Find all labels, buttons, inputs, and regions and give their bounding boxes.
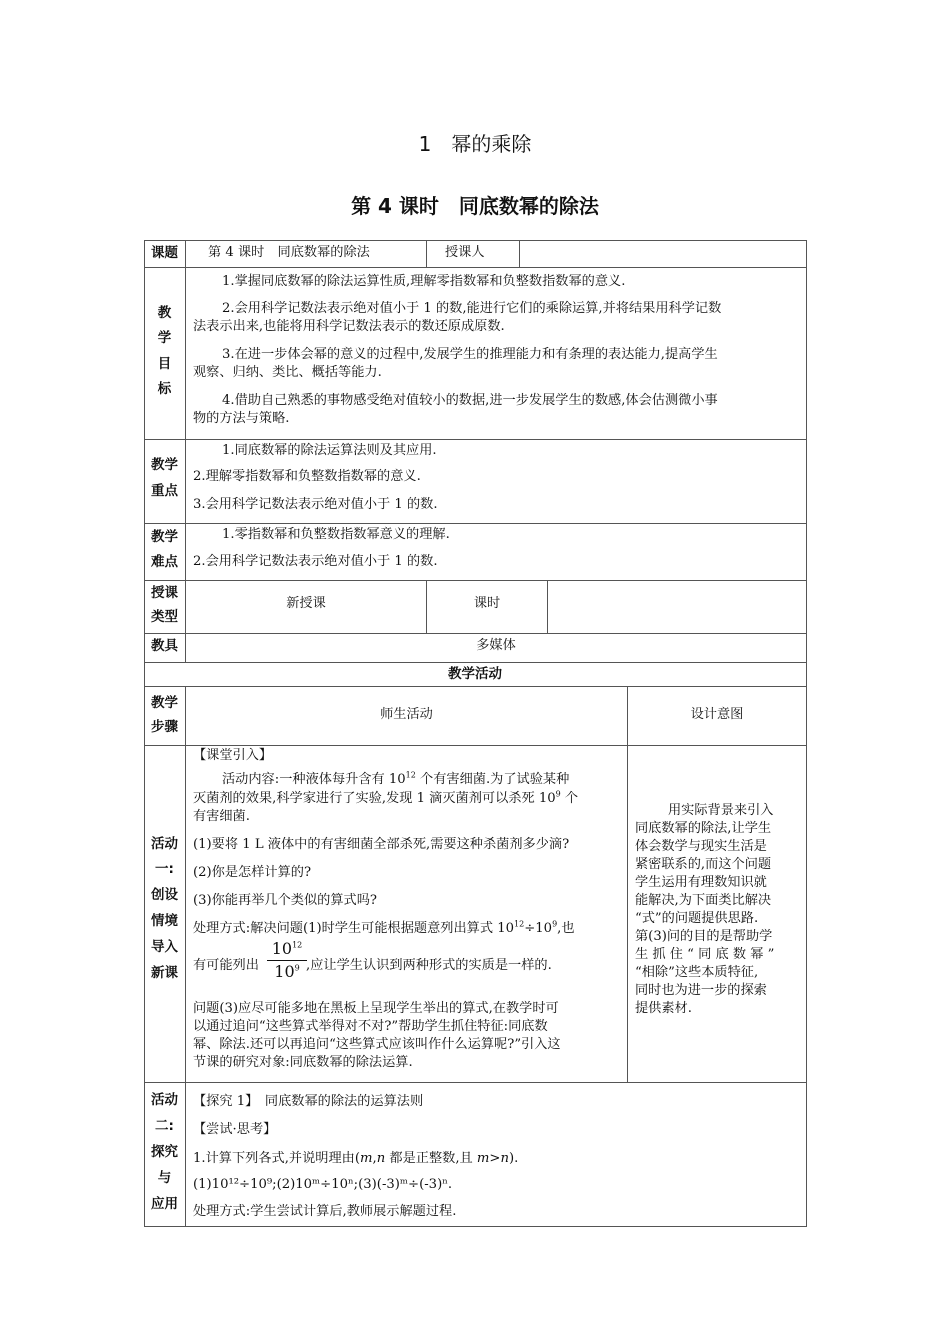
method-line-2-lead: 有可能列出	[193, 958, 259, 973]
goals-label-char: 教	[157, 305, 172, 321]
steps-label: 步骤	[151, 719, 178, 735]
period-label: 课时	[473, 596, 501, 611]
activity1-label-line: 创设	[151, 887, 178, 903]
key-label: 重点	[151, 483, 178, 499]
difficult-item: 2.会用科学记数法表示绝对值小于 1 的数.	[193, 554, 438, 569]
activity1-label-line: 导入	[151, 939, 178, 955]
q3-note-line: 问题(3)应尽可能多地在黑板上呈现学生举出的算式,在教学时可	[193, 1001, 559, 1016]
activity2-label-line: 应用	[151, 1196, 178, 1212]
topic-label: 课题	[151, 245, 178, 261]
activity1-label-line: 一:	[155, 861, 174, 877]
explore-expressions: (1)10¹²÷10⁹;(2)10ᵐ÷10ⁿ;(3)(-3)ᵐ÷(-3)ⁿ.	[193, 1177, 453, 1192]
activity2-label-line: 探究	[151, 1144, 178, 1160]
activity1-label-line: 情境	[151, 913, 178, 929]
explore-heading: 【探究 1】 同底数幂的除法的运算法则	[193, 1094, 424, 1109]
method-line: 处理方式:解决问题(1)时学生可能根据题意列出算式 $10^{12}\div 10^9$,也	[193, 919, 575, 936]
activity2-label-line: 与	[157, 1170, 172, 1186]
teacher-label: 授课人	[445, 245, 485, 260]
goal-item: 法表示出来,也能将用科学记数法表示的数还原成原数.	[193, 319, 505, 334]
lesson-title: 第 4 课时 同底数幂的除法	[351, 194, 599, 218]
goal-item: 4.借助自己熟悉的事物感受绝对值较小的数据,进一步发展学生的数感,体会估测微小事	[222, 393, 718, 408]
difficult-label: 难点	[151, 554, 178, 570]
fraction-expression: $10^{12}$ $10^9$	[267, 939, 307, 982]
explore-subheading: 【尝试·思考】	[193, 1122, 277, 1137]
tools-label: 教具	[151, 638, 178, 654]
steps-col-activity: 师生活动	[380, 707, 433, 722]
q3-note-line: 以通过追问“这些算式举得对不对?”帮助学生抓住特征:同底数	[193, 1019, 548, 1034]
type-label: 授课	[151, 585, 178, 601]
goals-label-char: 标	[157, 381, 172, 397]
design-intent-line: 用实际背景来引入	[668, 803, 774, 818]
design-intent-line: 紧密联系的,而这个问题	[635, 857, 772, 872]
goals-label-char: 学	[157, 330, 172, 346]
key-item: 2.理解零指数幂和负整数指数幂的意义.	[193, 469, 421, 484]
goals-label-char: 目	[157, 356, 172, 372]
goal-item: 3.在进一步体会幂的意义的过程中,发展学生的推理能力和有条理的表达能力,提高学生	[222, 347, 718, 362]
key-item: 3.会用科学记数法表示绝对值小于 1 的数.	[193, 497, 438, 512]
goal-item: 观察、归纳、类比、概括等能力.	[193, 365, 382, 380]
intro-heading: 【课堂引入】	[193, 748, 273, 763]
explore-item-1: 1.计算下列各式,并说明理由(m,n 都是正整数,且 m>n).	[193, 1151, 519, 1166]
activity2-label-line: 活动	[151, 1092, 178, 1108]
key-item: 1.同底数幂的除法运算法则及其应用.	[222, 443, 437, 458]
tools-value: 多媒体	[476, 638, 516, 653]
q3-note-line: 幂、除法.还可以再追问“这些算式应该叫作什么运算呢?”引入这	[193, 1037, 561, 1052]
intro-content-line: 有害细菌.	[193, 809, 250, 824]
topic-value: 第 4 课时 同底数幂的除法	[208, 245, 370, 260]
activity1-label-line: 新课	[151, 965, 178, 981]
intro-content-line: 灭菌剂的效果,科学家进行了实验,发现 1 滴灭菌剂可以杀死 $10^9$ 个	[193, 789, 579, 806]
q3-note-line: 节课的研究对象:同底数幂的除法运算.	[193, 1055, 413, 1070]
design-intent-line: 生 抓 住 “ 同 底 数 幂 ”	[635, 947, 775, 962]
goal-item: 1.掌握同底数幂的除法运算性质,理解零指数幂和负整数指数幂的意义.	[222, 274, 626, 289]
activity1-label-line: 活动	[151, 836, 178, 852]
design-intent-line: “式”的问题提供思路.	[635, 911, 759, 926]
question-3: (3)你能再举几个类似的算式吗?	[193, 893, 377, 908]
chapter-title: 1 幂的乘除	[418, 132, 532, 156]
difficult-item: 1.零指数幂和负整数指数幂意义的理解.	[222, 527, 450, 542]
design-intent-line: 能解决,为下面类比解决	[635, 893, 772, 908]
difficult-label: 教学	[151, 529, 178, 545]
goal-item: 物的方法与策略.	[193, 411, 290, 426]
design-intent-line: 同时也为进一步的探索	[635, 983, 767, 998]
type-label: 类型	[151, 609, 178, 625]
design-intent-line: 体会数学与现实生活是	[635, 839, 767, 854]
design-intent-line: “相除”这些本质特征,	[635, 965, 759, 980]
design-intent-line: 第(3)问的目的是帮助学	[635, 929, 773, 944]
design-intent-line: 学生运用有理数知识就	[635, 875, 767, 890]
goal-item: 2.会用科学记数法表示绝对值小于 1 的数,能进行它们的乘除运算,并将结果用科学记数	[222, 301, 722, 316]
intro-content-line: 活动内容:一种液体每升含有 $10^{12}$ 个有害细菌.为了试验某种	[222, 770, 570, 787]
design-intent-line: 提供素材.	[635, 1001, 692, 1016]
question-1: (1)要将 1 L 液体中的有害细菌全部杀死,需要这种杀菌剂多少滴?	[193, 837, 570, 852]
design-intent-line: 同底数幂的除法,让学生	[635, 821, 772, 836]
type-value: 新授课	[286, 596, 326, 611]
activity2-label-line: 二:	[155, 1118, 174, 1134]
question-2: (2)你是怎样计算的?	[193, 865, 312, 880]
activities-header: 教学活动	[448, 666, 502, 682]
steps-label: 教学	[151, 695, 178, 711]
key-label: 教学	[151, 457, 178, 473]
steps-col-intent: 设计意图	[690, 707, 744, 722]
explore-method: 处理方式:学生尝试计算后,教师展示解题过程.	[193, 1204, 457, 1219]
method-line-2-tail: ,应让学生认识到两种形式的实质是一样的.	[306, 958, 552, 973]
